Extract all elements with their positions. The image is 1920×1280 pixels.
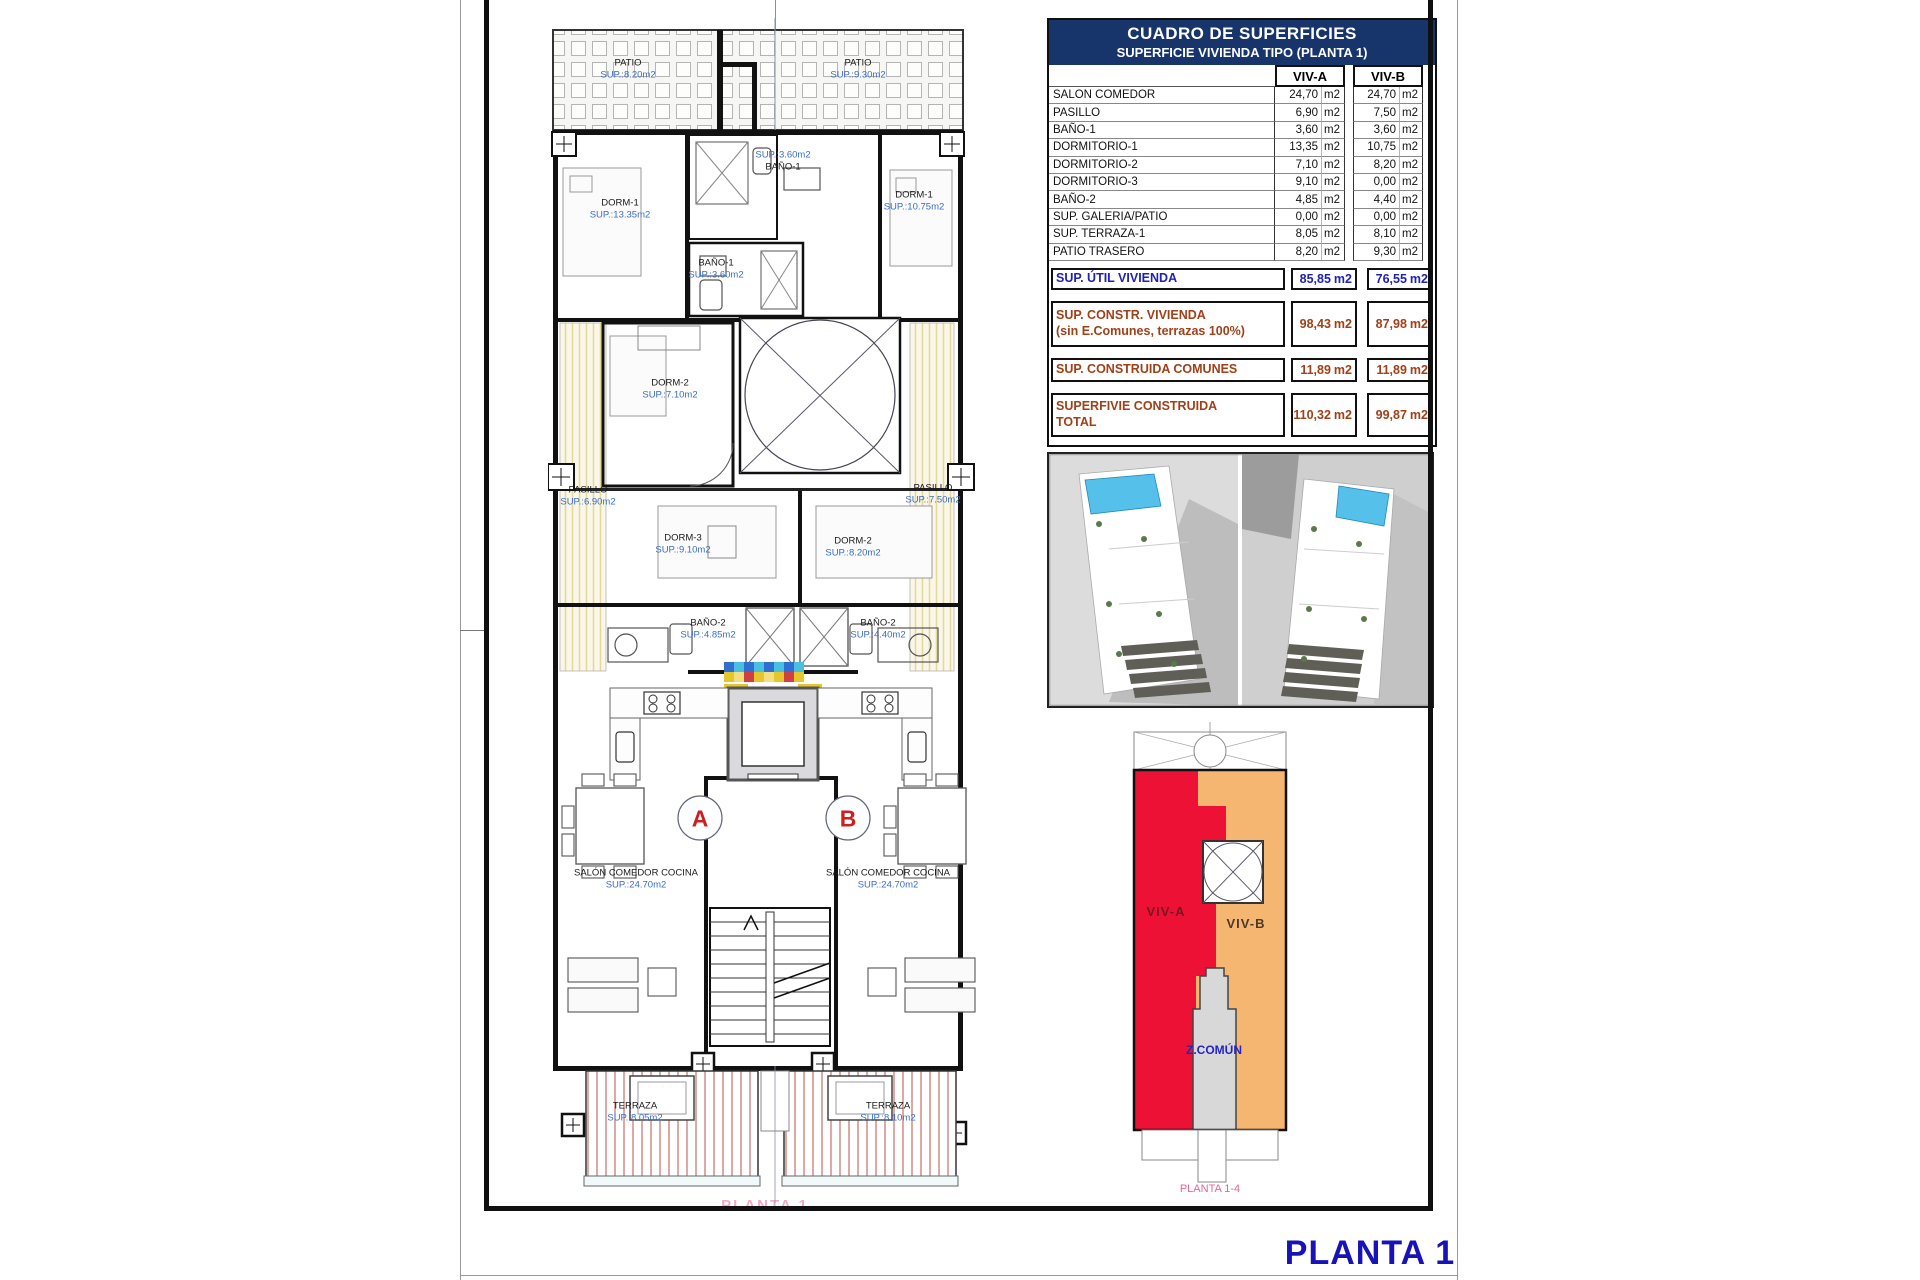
room-label-bano2-right: BAÑO-2 SUP.:4.40m2 [850, 617, 906, 641]
room-label-patio-right: PATIO SUP.:9.30m2 [830, 57, 886, 81]
table-title: CUADRO DE SUPERFICIES [1127, 24, 1357, 43]
table-row: PASILLO 6,90 m2 7,50 m2 [1049, 104, 1435, 121]
table-row: SALON COMEDOR 24,70 m2 24,70 m2 [1049, 87, 1435, 104]
summary-constr: SUP. CONSTR. VIVIENDA (sin E.Comunes, terrazas 100%) 98,43 m2 87,98 m2 [1051, 301, 1433, 347]
summary-total: SUPERFIVIE CONSTRUIDA TOTAL 110,32 m2 99,87 m2 [1051, 393, 1433, 437]
room-label-dorm1-left: DORM-1 SUP.:13.35m2 [589, 197, 651, 221]
room-label-salon-right: SALÓN COMEDOR COCINA SUP.:24.70m2 [825, 867, 951, 891]
room-label-bano1-top: BAÑO-1 SUP.:3.60m2 [755, 149, 811, 173]
table-row: SUP. TERRAZA-1 8,05 m2 8,10 m2 [1049, 226, 1435, 243]
table-row: DORMITORIO-2 7,10 m2 8,20 m2 [1049, 157, 1435, 174]
unit-marker-a: A [691, 805, 709, 832]
room-label-pasillo-left: PASILLO SUP.:6.90m2 [560, 484, 616, 508]
room-label-dorm2-left: DORM-2 SUP.:7.10m2 [642, 377, 698, 401]
room-label-dorm3: DORM-3 SUP.:9.10m2 [655, 532, 711, 556]
paper-edge-right [1457, 0, 1458, 1280]
room-label-dorm1-right: DORM-1 SUP.:10.75m2 [883, 189, 945, 213]
table-row: SUP. GALERIA/PATIO 0,00 m2 0,00 m2 [1049, 209, 1435, 226]
room-label-patio-left: PATIO SUP.:8.20m2 [600, 57, 656, 81]
summary-comunes: SUP. CONSTRUIDA COMUNES 11,89 m2 11,89 m2 [1051, 358, 1433, 382]
table-row: DORMITORIO-3 9,10 m2 0,00 m2 [1049, 174, 1435, 191]
room-label-dorm2-right: DORM-2 SUP.:8.20m2 [825, 535, 881, 559]
key-label-comun: Z.COMÚN [1186, 1043, 1242, 1057]
paper-edge-bottom [460, 1275, 1458, 1276]
room-label-bano1-bottom: BAÑO-1 SUP.:3.60m2 [688, 257, 744, 281]
summary-util: SUP. ÚTIL VIVIENDA 85,85 m2 76,55 m2 [1051, 268, 1433, 290]
room-label-terraza-right: TERRAZA SUP.:8.10m2 [860, 1100, 916, 1124]
table-row: DORMITORIO-1 13,35 m2 10,75 m2 [1049, 139, 1435, 156]
unit-marker-b: B [839, 805, 857, 832]
table-row: PATIO TRASERO 8,20 m2 9,30 m2 [1049, 244, 1435, 261]
key-label-viv-a: VIV-A [1146, 904, 1186, 919]
room-label-bano2-left: BAÑO-2 SUP.:4.85m2 [680, 617, 736, 641]
key-caption: PLANTA 1-4 [1179, 1183, 1241, 1195]
paper-edge-left [460, 0, 461, 1280]
column-header-viv-b: VIV-B [1353, 65, 1423, 87]
room-label-pasillo-right: PASILLO SUP.:7.50m2 [905, 482, 961, 506]
table-row: BAÑO-1 3,60 m2 3,60 m2 [1049, 122, 1435, 139]
table-subtitle: SUPERFICIE VIVIENDA TIPO (PLANTA 1) [1116, 45, 1368, 60]
margin-tick [460, 630, 484, 631]
key-label-viv-b: VIV-B [1226, 916, 1266, 931]
room-label-salon-left: SALÓN COMEDOR COCINA SUP.:24.70m2 [573, 867, 699, 891]
plan-watermark: PLANTA 1 [721, 1197, 809, 1214]
sheet-title: PLANTA 1 [1284, 1234, 1456, 1272]
table-row: BAÑO-2 4,85 m2 4,40 m2 [1049, 191, 1435, 208]
column-header-viv-a: VIV-A [1275, 65, 1345, 87]
room-label-terraza-left: TERRAZA SUP.:8.05m2 [607, 1100, 663, 1124]
sheet-frame [484, 0, 1433, 1211]
